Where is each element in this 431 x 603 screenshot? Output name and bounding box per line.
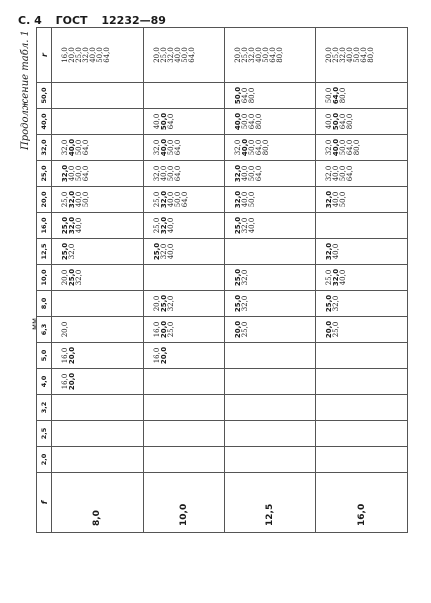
- table-cell: [143, 447, 224, 473]
- table-cell: [52, 161, 144, 187]
- cell-value: 20,0: [68, 47, 76, 63]
- cell-value: 64,0: [346, 139, 355, 156]
- a-column-header: 4,0: [37, 369, 52, 395]
- cell-value: 40,0: [332, 243, 341, 260]
- standard-number: 12232—89: [101, 14, 166, 27]
- cell-value: 64,0: [339, 113, 348, 130]
- cell-value: 50,0: [247, 191, 256, 208]
- table-cell: [316, 135, 408, 161]
- cell-value: 40,0: [325, 113, 334, 130]
- cell-value: 16,0: [152, 321, 161, 338]
- cell-value: 50,0: [261, 47, 270, 63]
- table-cell: [143, 213, 224, 239]
- cell-value: 50,0: [233, 86, 242, 105]
- cell-value: 32,0: [339, 47, 348, 63]
- table-cell: [224, 135, 316, 161]
- cell-value: 40,0: [332, 138, 341, 157]
- cell-value: 32,0: [152, 165, 161, 182]
- table-row: [224, 28, 316, 533]
- cell-value: 32,0: [240, 217, 249, 234]
- cell-value: 25,0: [332, 321, 341, 338]
- table-cell: [316, 291, 408, 317]
- cell-value: 40,0: [166, 243, 175, 260]
- cell-value: 50,0: [339, 191, 348, 208]
- table-cell: [224, 395, 316, 421]
- cell-value: 32,0: [332, 268, 341, 287]
- cell-value: 32,0: [159, 190, 168, 209]
- standard-label: ГОСТ: [55, 14, 88, 27]
- table-cell: [224, 265, 316, 291]
- page-header: [18, 14, 176, 27]
- cell-value: 25,0: [159, 294, 168, 313]
- cell-value: 32,0: [233, 190, 242, 209]
- cell-value: 40,0: [68, 165, 76, 182]
- table-cell: [224, 447, 316, 473]
- table-cell: [143, 135, 224, 161]
- cell-value: 20,0: [68, 372, 76, 391]
- cell-value: 80,0: [254, 113, 263, 130]
- cell-value: 20,0: [233, 47, 242, 63]
- cell-value: 80,0: [339, 87, 348, 104]
- table-cell: [143, 187, 224, 213]
- cell-value: 64,0: [332, 86, 341, 105]
- cell-value: 25,0: [68, 268, 76, 287]
- table-cell: [143, 265, 224, 291]
- table-cell: [224, 421, 316, 447]
- cell-value: 50,0: [247, 139, 256, 156]
- table-cell: [316, 447, 408, 473]
- cell-value: 40,0: [159, 165, 168, 182]
- a-column-header: 6,3: [37, 317, 52, 343]
- table-cell: [143, 369, 224, 395]
- cell-value: 40,0: [332, 165, 341, 182]
- cell-value: 50,0: [240, 113, 249, 130]
- cell-value: 32,0: [247, 47, 256, 63]
- cell-value: 20,0: [152, 47, 161, 63]
- cell-value: 25,0: [325, 294, 334, 313]
- table-cell: [316, 421, 408, 447]
- table-cell: [143, 109, 224, 135]
- cell-value: 32,0: [240, 269, 249, 286]
- table-row: [316, 28, 408, 533]
- cell-value: 40,0: [240, 138, 249, 157]
- cell-value: 32,0: [233, 164, 242, 183]
- cell-value: 20,0: [61, 269, 69, 286]
- a-column-header: 2,0: [37, 447, 52, 473]
- cell-value: 32,0: [325, 139, 334, 156]
- f-column-header: f: [37, 473, 52, 533]
- cell-value: 32,0: [152, 139, 161, 156]
- table-cell: [224, 213, 316, 239]
- page-number: С. 4: [18, 14, 42, 27]
- cell-value: 64,0: [346, 165, 355, 182]
- cell-value: 32,0: [159, 216, 168, 235]
- cell-value: 40,0: [89, 47, 97, 63]
- table-cell: [52, 239, 144, 265]
- cell-value: 32,0: [61, 164, 69, 183]
- cell-value: 32,0: [166, 295, 175, 312]
- cell-value: 32,0: [325, 190, 334, 209]
- f-value-cell: 16,0: [316, 473, 408, 533]
- cell-value: 20,0: [159, 320, 168, 339]
- cell-value: 50,0: [75, 165, 83, 182]
- cell-value: 40,0: [247, 217, 256, 234]
- cell-value: 50,0: [159, 112, 168, 131]
- cell-value: 50,0: [75, 139, 83, 156]
- table-cell: [143, 395, 224, 421]
- table-cell: [52, 395, 144, 421]
- a-column-header: 10,0: [37, 265, 52, 291]
- cell-value: 40,0: [233, 112, 242, 131]
- table-body: [52, 28, 408, 533]
- cell-value: 40,0: [254, 47, 263, 63]
- cell-value: 64,0: [173, 165, 182, 182]
- cell-value: 32,0: [233, 139, 242, 156]
- cell-value: 80,0: [261, 139, 270, 156]
- dimensions-table: [36, 27, 408, 533]
- cell-value: 32,0: [159, 243, 168, 260]
- a-column-header: 32,0: [37, 135, 52, 161]
- cell-value: 80,0: [247, 87, 256, 104]
- cell-value: 25,0: [325, 269, 334, 286]
- table-continuation-caption: Продолжение табл. 1: [20, 30, 31, 150]
- table-cell: [52, 421, 144, 447]
- table-cell: [224, 109, 316, 135]
- r-values-cell: [224, 28, 316, 83]
- cell-value: 40,0: [173, 47, 182, 63]
- a-column-header: 2,5: [37, 421, 52, 447]
- cell-value: 32,0: [325, 165, 334, 182]
- cell-value: 32,0: [61, 139, 69, 156]
- cell-value: 25,0: [152, 217, 161, 234]
- cell-value: 32,0: [166, 47, 175, 63]
- cell-value: 20,0: [325, 320, 334, 339]
- cell-value: 64,0: [254, 139, 263, 156]
- cell-value: 32,0: [68, 190, 76, 209]
- cell-value: 20,0: [233, 320, 242, 339]
- cell-value: 25,0: [75, 47, 83, 63]
- table-cell: [52, 109, 144, 135]
- cell-value: 25,0: [233, 268, 242, 287]
- table-cell: [52, 447, 144, 473]
- cell-value: 16,0: [61, 47, 69, 63]
- r-column-header: r: [37, 28, 52, 83]
- cell-value: 64,0: [82, 139, 90, 156]
- cell-value: 32,0: [240, 295, 249, 312]
- cell-value: 50,0: [325, 87, 334, 104]
- table-cell: [143, 317, 224, 343]
- cell-value: 32,0: [68, 243, 76, 260]
- cell-value: 64,0: [187, 47, 196, 63]
- table-cell: [52, 265, 144, 291]
- cell-value: 25,0: [233, 294, 242, 313]
- cell-value: 50,0: [166, 139, 175, 156]
- a-column-header: 25,0: [37, 161, 52, 187]
- a-column-header: 8,0: [37, 291, 52, 317]
- table-cell: [224, 187, 316, 213]
- cell-value: 50,0: [180, 47, 189, 63]
- r-values-cell: [316, 28, 408, 83]
- cell-value: 40,0: [152, 113, 161, 130]
- cell-value: 50,0: [96, 47, 104, 63]
- cell-value: 16,0: [61, 373, 69, 390]
- table-cell: [316, 265, 408, 291]
- table-cell: [316, 161, 408, 187]
- cell-value: 50,0: [332, 112, 341, 131]
- cell-value: 25,0: [61, 216, 69, 235]
- cell-value: 40,0: [75, 217, 83, 234]
- cell-value: 50,0: [166, 165, 175, 182]
- table-cell: [316, 187, 408, 213]
- table-row: [52, 28, 144, 533]
- cell-value: 50,0: [82, 191, 90, 208]
- cell-value: 25,0: [240, 321, 249, 338]
- table-cell: [52, 187, 144, 213]
- cell-value: 25,0: [61, 242, 69, 261]
- cell-value: 50,0: [247, 165, 256, 182]
- a-column-header: 40,0: [37, 109, 52, 135]
- table-cell: [224, 343, 316, 369]
- table-cell: [143, 421, 224, 447]
- table-cell: [224, 369, 316, 395]
- cell-value: 40,0: [240, 191, 249, 208]
- a-column-header: 5,0: [37, 343, 52, 369]
- cell-value: 64,0: [240, 87, 249, 104]
- table-cell: [316, 83, 408, 109]
- f-value-cell: 10,0: [143, 473, 224, 533]
- cell-value: 32,0: [68, 216, 76, 235]
- table-cell: [143, 161, 224, 187]
- cell-value: 32,0: [325, 242, 334, 261]
- cell-value: 25,0: [159, 47, 168, 63]
- cell-value: 16,0: [152, 347, 161, 364]
- table-cell: [143, 239, 224, 265]
- table-cell: [224, 161, 316, 187]
- table-cell: [143, 83, 224, 109]
- cell-value: 40,0: [166, 217, 175, 234]
- table-cell: [52, 343, 144, 369]
- cell-value: 64,0: [180, 191, 189, 208]
- cell-value: 50,0: [353, 47, 362, 63]
- table-cell: [316, 239, 408, 265]
- cell-value: 40,0: [339, 269, 348, 286]
- a-column-header: 12,5: [37, 239, 52, 265]
- rotated-table-container: [36, 28, 408, 533]
- cell-value: 32,0: [82, 47, 90, 63]
- a-column-header: 16,0: [37, 213, 52, 239]
- cell-value: 64,0: [166, 113, 175, 130]
- table-cell: [316, 395, 408, 421]
- cell-value: 40,0: [166, 191, 175, 208]
- a-column-header: 20,0: [37, 187, 52, 213]
- cell-value: 64,0: [254, 165, 263, 182]
- cell-value: 40,0: [240, 165, 249, 182]
- table-cell: [316, 369, 408, 395]
- table-cell: [224, 291, 316, 317]
- cell-value: 20,0: [68, 346, 76, 365]
- table-cell: [316, 109, 408, 135]
- cell-value: 25,0: [152, 191, 161, 208]
- cell-value: 25,0: [166, 321, 175, 338]
- r-values-cell: [52, 28, 144, 83]
- table-cell: [52, 213, 144, 239]
- cell-value: 64,0: [173, 139, 182, 156]
- table-cell: [224, 317, 316, 343]
- table-cell: [316, 213, 408, 239]
- cell-value: 64,0: [268, 47, 277, 63]
- f-value-cell: 12,5: [224, 473, 316, 533]
- cell-value: 25,0: [240, 47, 249, 63]
- cell-value: 50,0: [173, 191, 182, 208]
- table-cell: [52, 291, 144, 317]
- cell-value: 40,0: [68, 138, 76, 157]
- cell-value: 25,0: [152, 242, 161, 261]
- table-cell: [52, 135, 144, 161]
- cell-value: 80,0: [367, 47, 376, 63]
- cell-value: 64,0: [82, 165, 90, 182]
- table-cell: [52, 83, 144, 109]
- cell-value: 32,0: [75, 269, 83, 286]
- cell-value: 16,0: [61, 347, 69, 364]
- cell-value: 20,0: [325, 47, 334, 63]
- cell-value: 40,0: [75, 191, 83, 208]
- cell-value: 40,0: [159, 138, 168, 157]
- cell-value: 80,0: [346, 113, 355, 130]
- cell-value: 40,0: [346, 47, 355, 63]
- a-column-header: 50,0: [37, 83, 52, 109]
- a-column-header: 3,2: [37, 395, 52, 421]
- cell-value: 20,0: [61, 321, 69, 338]
- table-cell: [143, 291, 224, 317]
- table-cell: [316, 317, 408, 343]
- table-row: [143, 28, 224, 533]
- table-cell: [224, 239, 316, 265]
- cell-value: 80,0: [275, 47, 284, 63]
- table-cell: [143, 343, 224, 369]
- cell-value: 25,0: [61, 191, 69, 208]
- cell-value: 40,0: [332, 191, 341, 208]
- cell-value: 32,0: [332, 295, 341, 312]
- cell-value: 64,0: [360, 47, 369, 63]
- table-cell: [52, 369, 144, 395]
- cell-value: 20,0: [159, 346, 168, 365]
- f-value-cell: 8,0: [52, 473, 144, 533]
- cell-value: 20,0: [152, 295, 161, 312]
- r-values-cell: [143, 28, 224, 83]
- cell-value: 50,0: [339, 139, 348, 156]
- cell-value: 25,0: [332, 47, 341, 63]
- table-header-row: [37, 28, 52, 533]
- cell-value: 64,0: [247, 113, 256, 130]
- table-cell: [224, 83, 316, 109]
- unit-label: мм: [30, 317, 39, 330]
- table-cell: [52, 317, 144, 343]
- cell-value: 50,0: [339, 165, 348, 182]
- table-cell: [316, 343, 408, 369]
- cell-value: 80,0: [353, 139, 362, 156]
- cell-value: 64,0: [103, 47, 111, 63]
- cell-value: 25,0: [233, 216, 242, 235]
